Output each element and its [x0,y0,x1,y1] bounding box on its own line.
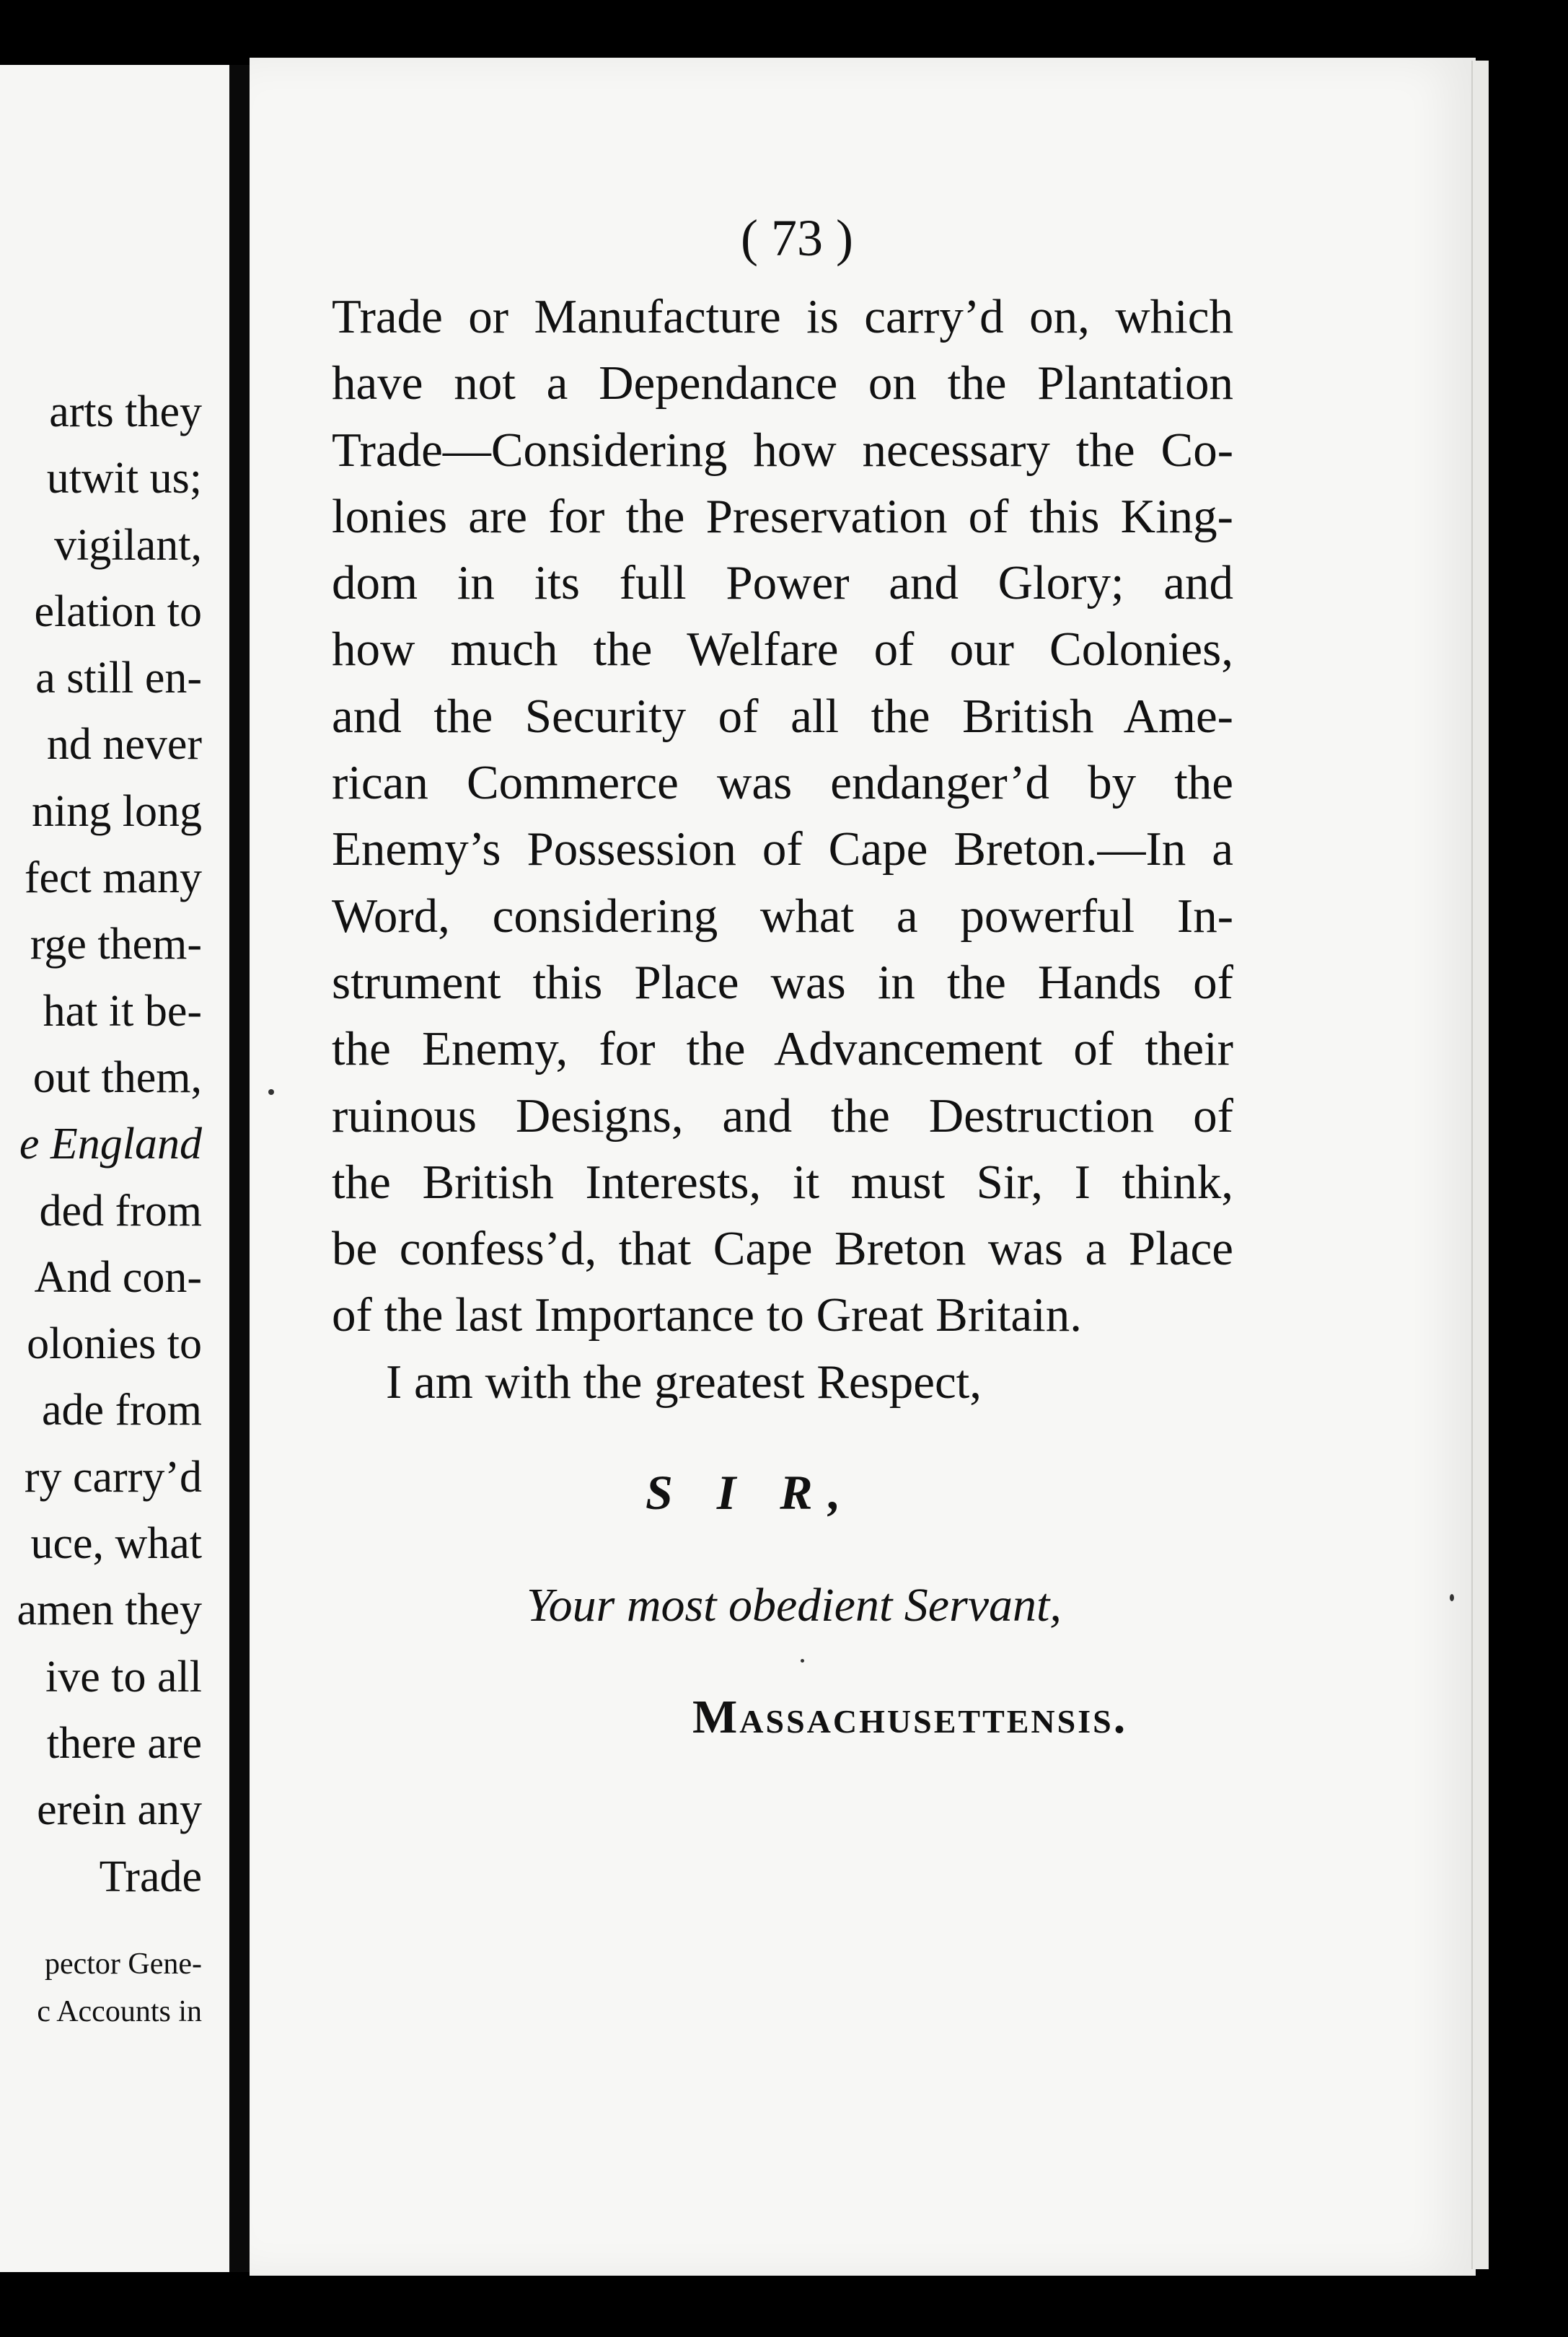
text-line: lonies are for the Preservation of this King- [332,489,1233,543]
previous-page-line: And con- [34,1252,202,1302]
previous-page-line: rge them- [30,920,202,969]
text-line: the Enemy, for the Advancement of their [332,1022,1233,1076]
previous-page-fragment [0,65,229,2272]
previous-page-line: utwit us; [46,454,202,503]
ink-speck [801,1659,804,1663]
text-line: how much the Welfare of our Colonies, [332,622,1233,677]
text-line: rican Commerce was endanger’d by the [332,756,1233,810]
text-line: be confess’d, that Cape Breton was a Place [332,1222,1233,1276]
previous-page-line: e England [19,1119,202,1169]
previous-page-line: ded from [39,1186,202,1236]
previous-page-line: ry carry’d [24,1452,202,1502]
valediction: Your most obedient Servant, [527,1579,1062,1632]
previous-page-line: ade from [41,1386,202,1435]
page-edge [1471,61,1489,2269]
text-line: and the Security of all the British Ame- [332,689,1233,743]
text-line: have not a Dependance on the Plantation [332,356,1233,410]
previous-page-line: nd never [46,720,202,770]
previous-page-line: ning long [32,786,202,836]
text-line: Trade or Manufacture is carry’d on, which [332,290,1233,343]
text-line: dom in its full Power and Glory; and [332,556,1233,610]
footnote-line: c Accounts in [37,1995,202,2028]
ink-speck [1450,1594,1454,1601]
book-gutter [229,65,250,2272]
ink-speck [268,1089,274,1095]
salutation: S I R, [646,1465,857,1520]
previous-page-line: there are [46,1718,202,1768]
previous-page-line: fect many [24,853,202,903]
text-line: strument this Place was in the Hands of [332,955,1233,1009]
text-line: Trade—Considering how necessary the Co- [332,423,1233,477]
text-line: the British Interests, it must Sir, I think, [332,1155,1233,1209]
previous-page-line: arts they [49,387,202,436]
previous-page-line: uce, what [30,1519,202,1569]
previous-page-text [17,379,202,1910]
body-text [332,283,1233,1415]
text-line: Word, considering what a powerful In- [332,889,1233,943]
previous-page-line: vigilant, [54,520,202,570]
previous-page-line: erein any [37,1785,202,1835]
text-line: of the last Importance to Great Britain. [332,1288,1083,1342]
signature: Massachusettensis. [692,1691,1128,1743]
previous-page-line: Trade [99,1852,202,1901]
footnote-line: pector Gene- [44,1948,202,1981]
previous-page-footnote [37,1940,202,2035]
previous-page-line: amen they [17,1585,202,1635]
page-number: ( 73 ) [741,209,853,267]
previous-page-line: elation to [34,586,202,636]
previous-page-line: ive to all [45,1652,202,1702]
previous-page-line: olonies to [27,1319,202,1369]
previous-page-line: hat it be- [43,986,202,1036]
text-line: ruinous Designs, and the Destruction of [332,1088,1233,1143]
previous-page-line: out them, [32,1052,202,1102]
previous-page-line: a still en- [35,653,202,703]
text-line: I am with the greatest Respect, [386,1355,982,1409]
text-line: Enemy’s Possession of Cape Breton.—In a [332,822,1233,876]
